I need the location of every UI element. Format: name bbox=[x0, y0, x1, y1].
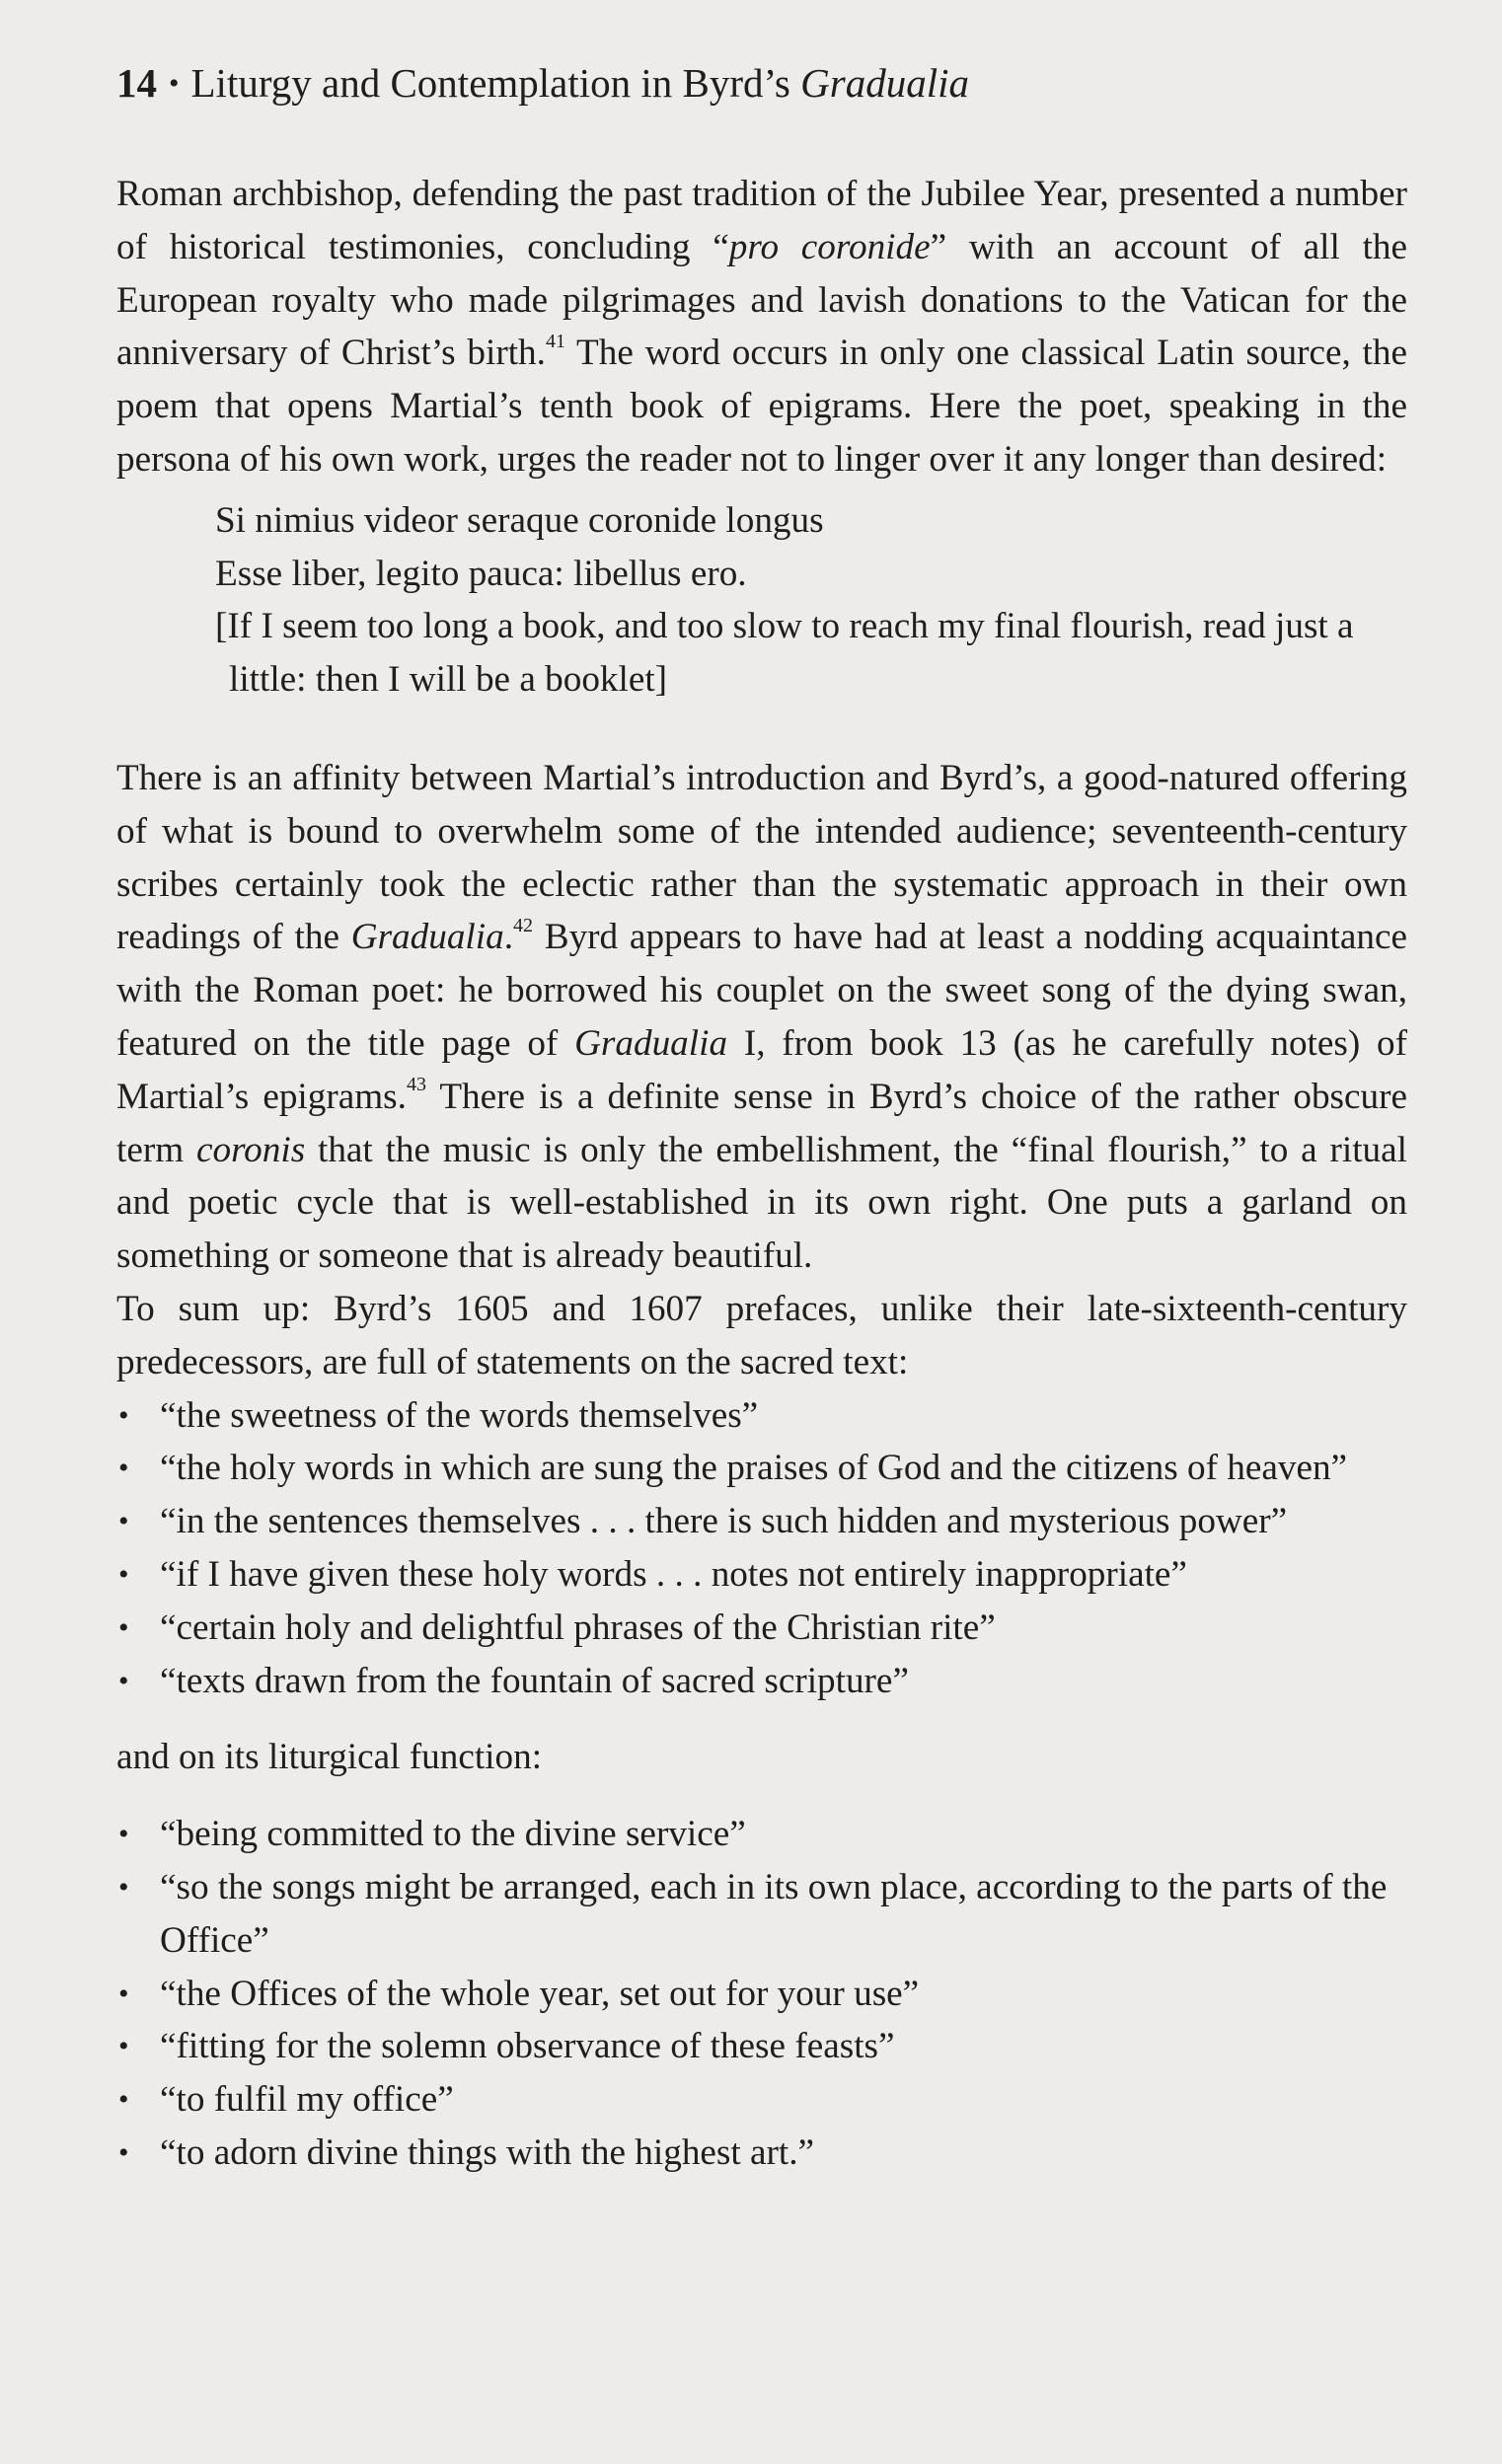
italic-term: pro coronide bbox=[728, 226, 931, 267]
list-item-text: “in the sentences themselves . . . there is such hidden and mysterious power” bbox=[160, 1501, 1288, 1542]
italic-term: coronis bbox=[195, 1129, 306, 1170]
text-run: . bbox=[503, 917, 513, 958]
bullet-icon: • bbox=[118, 1557, 129, 1591]
list-item bbox=[116, 1861, 1407, 1968]
list-item-text: “the sweetness of the words themselves” bbox=[160, 1394, 759, 1436]
bullet-icon: • bbox=[118, 1398, 129, 1432]
footnote-ref-43: 43 bbox=[406, 1074, 426, 1096]
bullet-icon: • bbox=[118, 2030, 129, 2063]
liturgical-function-list bbox=[116, 1808, 1407, 2180]
list-item-text: “the Offices of the whole year, set out for your use” bbox=[160, 1973, 920, 2014]
list-item-text: “fitting for the solemn observance of these feasts” bbox=[160, 2026, 895, 2067]
header-title-italic: Gradualia bbox=[800, 60, 969, 106]
bullet-icon: • bbox=[118, 2135, 129, 2169]
list-item bbox=[116, 1655, 1407, 1708]
list-item-text: “so the songs might be arranged, each in its own place, according to the parts of the Office” bbox=[160, 1866, 1388, 1961]
list-item bbox=[116, 1548, 1407, 1602]
paragraph-4: and on its liturgical function: bbox=[116, 1737, 543, 1778]
list-item bbox=[116, 2073, 1407, 2127]
bullet-icon: • bbox=[118, 1664, 129, 1697]
text-run: Byrd appears to have had at least a nodding acquaintance with the Roman poet: he borrowed his couplet on the sweet song of the dying swan, featured on the title page of bbox=[116, 917, 1407, 1064]
list-item-text: “certain holy and delightful phrases of the Christian rite” bbox=[160, 1606, 996, 1648]
footnote-ref-41: 41 bbox=[545, 331, 565, 352]
bullet-icon: • bbox=[118, 2083, 129, 2117]
italic-title: Gradualia bbox=[350, 917, 504, 958]
list-item bbox=[116, 2127, 1407, 2180]
text-run: that the music is only the embellishment, the “final flourish,” to a ritual and poetic cycle that is well-established in its own right. One puts a garland on something or someone that is already beautiful. bbox=[116, 1129, 1407, 1277]
text-run: The word occurs in only one classical Latin source, the poem that opens Martial’s tenth book of epigrams. Here the poet, speaking in the persona of his own work, urges the reader not to linger over it any longer than desired: bbox=[116, 333, 1407, 480]
italic-title: Gradualia bbox=[574, 1022, 728, 1064]
text-run: ” with an account of all the European royalty who made pilgrimages and lavish donations to the Vatican for the anniversary of Christ’s birth. bbox=[116, 226, 1408, 374]
list-item-text: “to adorn divine things with the highest art.” bbox=[160, 2131, 815, 2173]
list-item bbox=[116, 1495, 1407, 1548]
list-item-text: “texts drawn from the fountain of sacred scripture” bbox=[160, 1660, 909, 1701]
bullet-icon: • bbox=[118, 1505, 129, 1538]
list-item bbox=[116, 2020, 1407, 2073]
list-item-text: “the holy words in which are sung the praises of God and the citizens of heaven” bbox=[160, 1448, 1348, 1489]
bullet-icon: • bbox=[118, 1452, 129, 1485]
list-item-text: “to fulfil my office” bbox=[160, 2079, 454, 2121]
list-item bbox=[116, 1808, 1407, 1861]
list-item bbox=[116, 1602, 1407, 1655]
text-run: There is a definite sense in Byrd’s choice of the rather obscure term bbox=[116, 1076, 1407, 1170]
latin-line-2: Esse liber, legito pauca: libellus ero. bbox=[215, 553, 747, 594]
latin-line-1: Si nimius videor seraque coronide longus bbox=[215, 499, 824, 541]
bullet-icon: • bbox=[118, 1610, 129, 1644]
page-number: 14 bbox=[116, 60, 157, 106]
list-item bbox=[116, 1442, 1407, 1495]
translation: [If I seem too long a book, and too slow to reach my final flourish, read just a little: then I will be a booklet] bbox=[215, 606, 1354, 701]
bullet-icon: • bbox=[118, 1977, 129, 2010]
list-item-text: “being committed to the divine service” bbox=[160, 1814, 746, 1855]
running-header bbox=[116, 57, 969, 113]
text-run: I, from book 13 (as he carefully notes) of Martial’s epigrams. bbox=[116, 1022, 1407, 1117]
list-item bbox=[116, 1968, 1407, 2021]
text-run: There is an affinity between Martial’s introduction and Byrd’s, a good-natured offering of what is bound to overwhelm some of the intended audience; seventeenth-century scribes certainly took the eclectic rather than the systematic approach in their own readings of the bbox=[116, 757, 1407, 958]
list-item-text: “if I have given these holy words . . . notes not entirely inappropriate” bbox=[160, 1553, 1187, 1595]
header-separator: • bbox=[169, 67, 180, 100]
footnote-ref-42: 42 bbox=[513, 914, 533, 936]
sacred-text-list bbox=[116, 1389, 1407, 1708]
text-run: Roman archbishop, defending the past tradition of the Jubilee Year, presented a number of historical testimonies, concluding “ bbox=[116, 174, 1407, 267]
list-item bbox=[116, 1389, 1407, 1443]
martial-quote bbox=[215, 494, 1407, 707]
paragraph-2 bbox=[116, 752, 1407, 1283]
bullet-icon: • bbox=[118, 1870, 129, 1904]
paragraph-3: To sum up: Byrd’s 1605 and 1607 prefaces, unlike their late-sixteenth-century predecessors, are full of statements on the sacred text: bbox=[116, 1288, 1407, 1382]
bullet-icon: • bbox=[118, 1818, 129, 1851]
body-text bbox=[116, 168, 1407, 2180]
header-title: Liturgy and Contemplation in Byrd’s bbox=[190, 60, 801, 106]
paragraph-1 bbox=[116, 168, 1407, 486]
